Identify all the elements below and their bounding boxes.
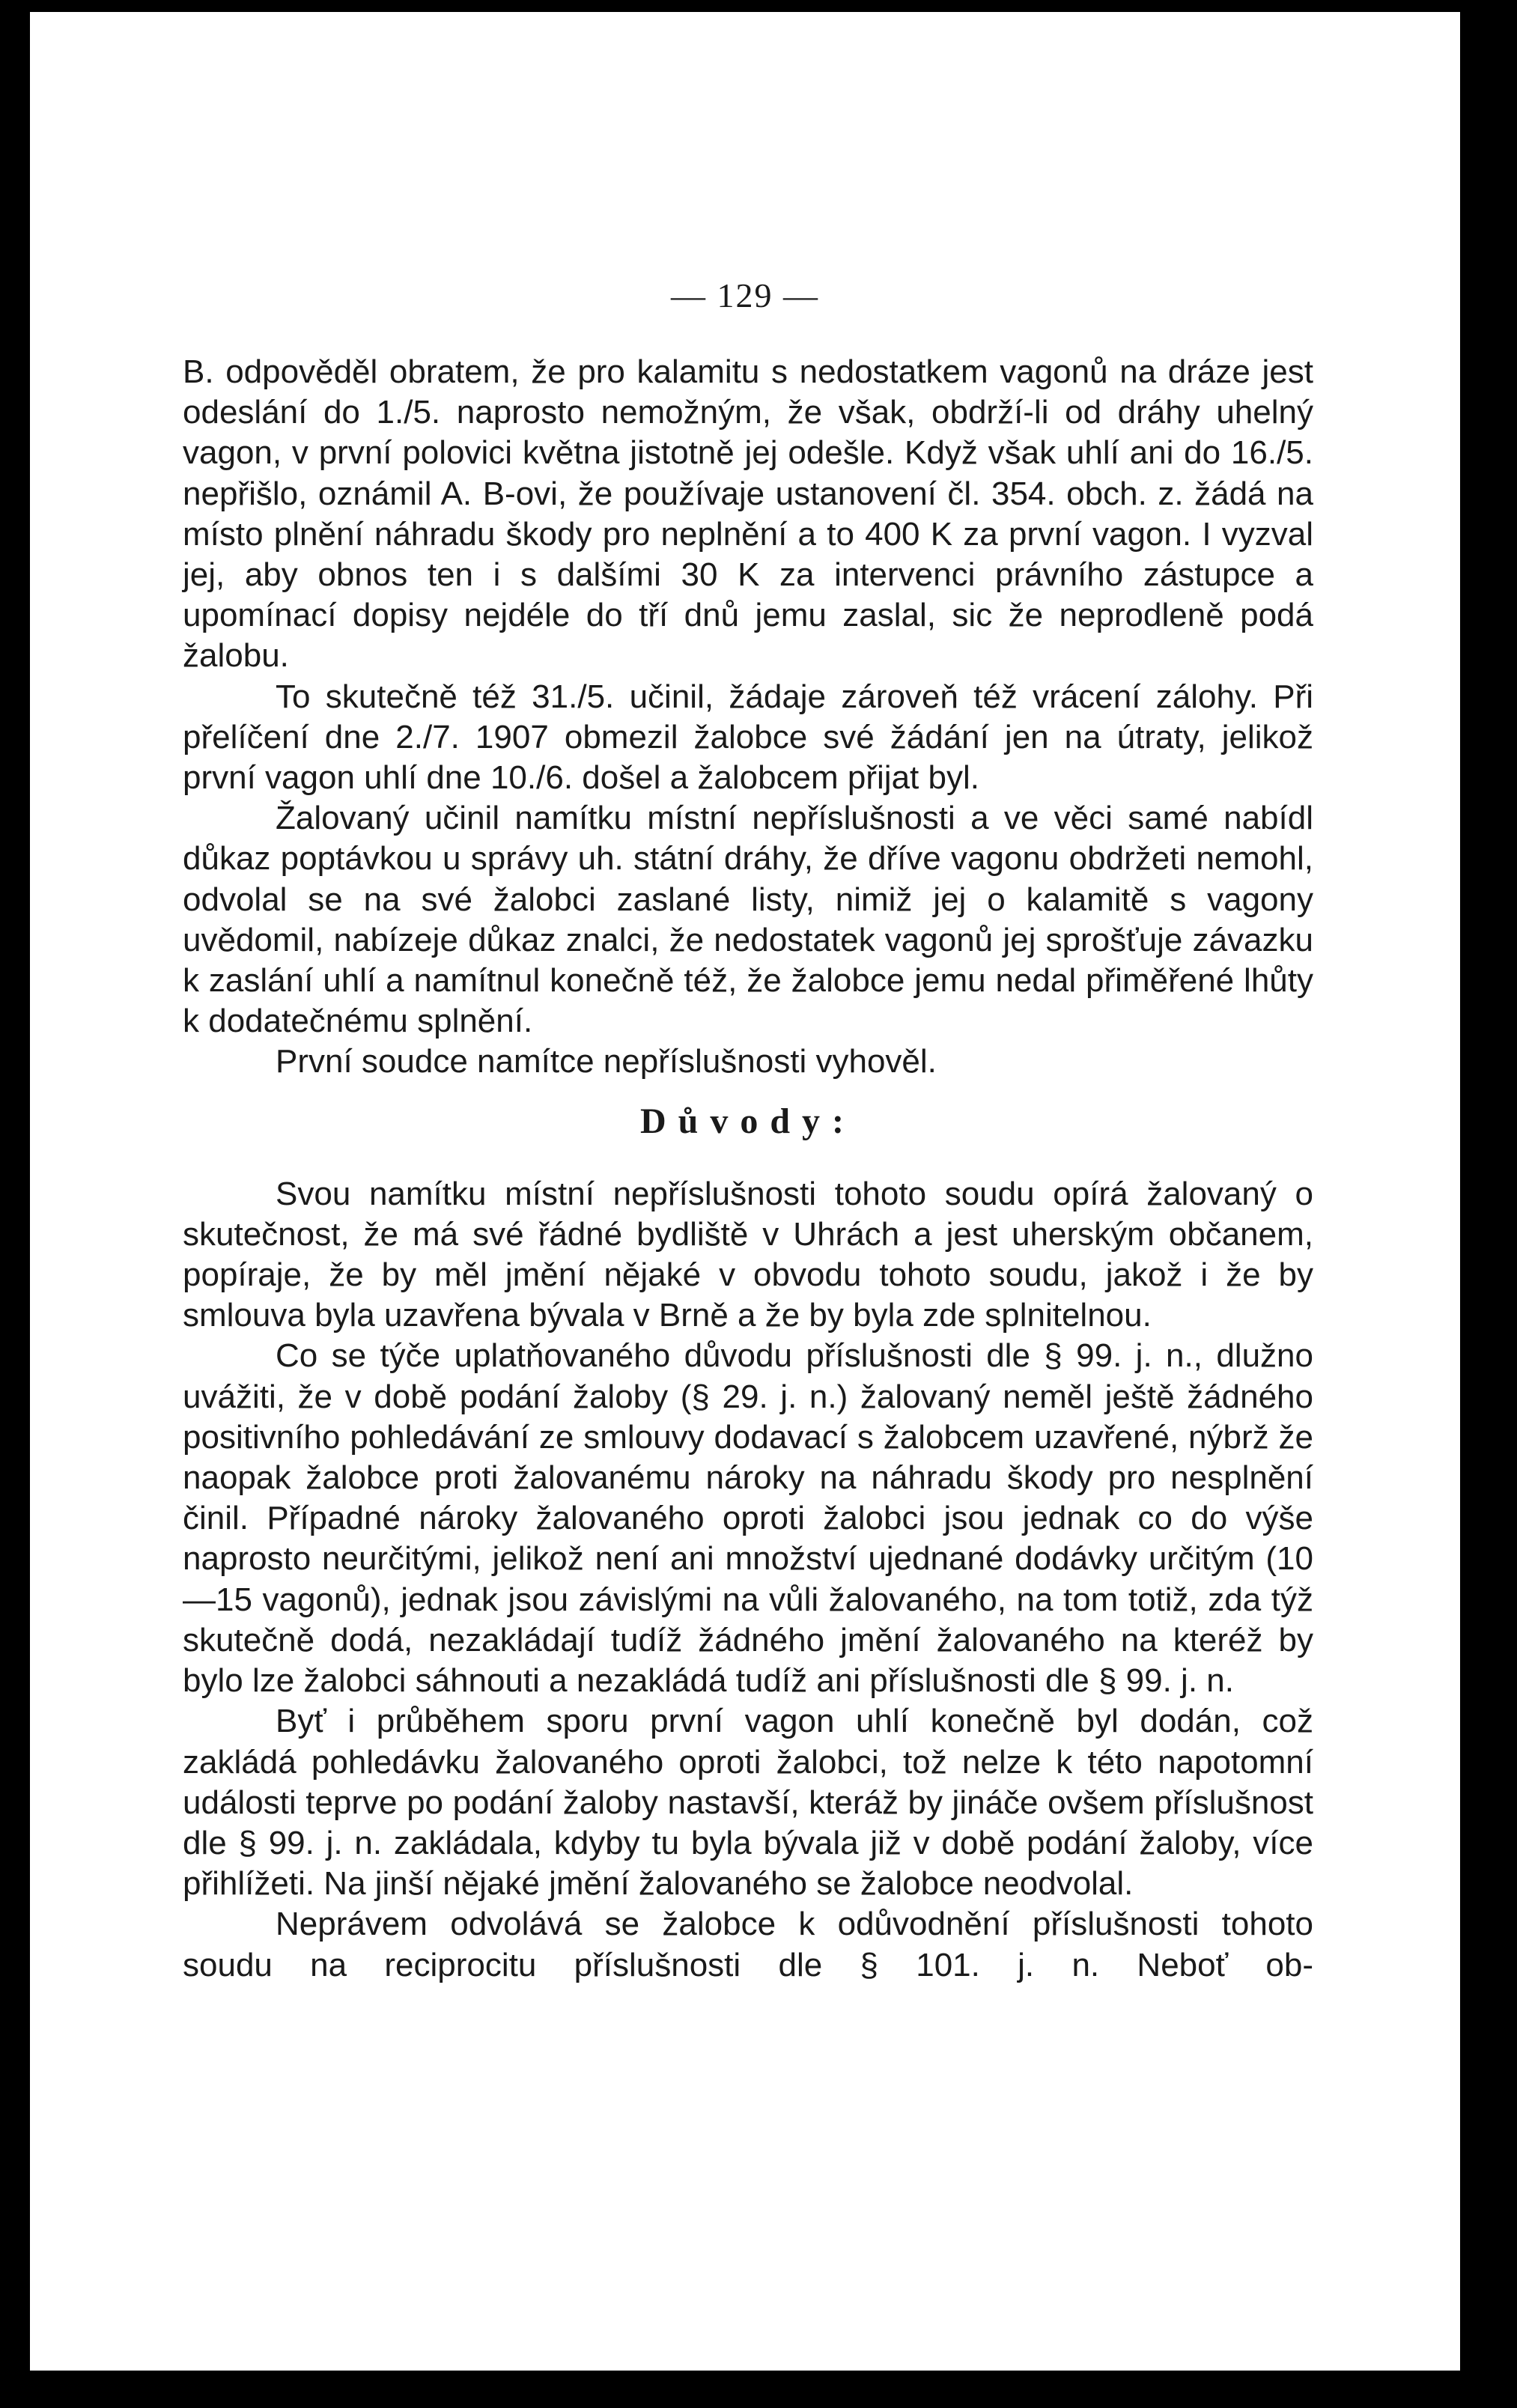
- paragraph: Co se týče uplatňovaného důvodu příslušnosti dle § 99. j. n., dlužno uvážiti, že v době podání žaloby (§ 29. j. n.) žalovaný neměl ještě žádného positivního pohledávání ze smlouvy dodavací s žalobcem uzavřené, nýbrž že naopak žalobce proti žalovanému nároky na náhradu škody pro nesplnění činil. Případné nároky žalovaného oproti žalobci jsou jednak co do výše naprosto neurčitými, jelikož není ani množství ujednané dodávky určitým (10—15 vagonů), jednak jsou závislými na vůli žalovaného, na tom totiž, zda týž skutečně dodá, nezakládají tudíž žádného jmění žalovaného na kteréž by bylo lze žalobci sáhnouti a nezakládá tudíž ani příslušnosti dle § 99. j. n.: [183, 1337, 1313, 1700]
- paragraph: Žalovaný učinil namítku místní nepříslušnosti a ve věci samé nabídl důkaz poptávkou u správy uh. státní dráhy, že dříve vagonu obdržeti nemohl, odvolal se na své žalobci zaslané listy, nimiž jej o kalamitě s vagony uvědomil, nabízeje důkaz znalci, že nedostatek vagonů jej sprošťuje závazku k zaslání uhlí a namítnul konečně též, že žalobce jemu nedal přiměřené lhůty k dodatečnému splnění.: [183, 800, 1313, 1040]
- scanned-page: [30, 12, 1460, 2371]
- paragraph: První soudce namítce nepříslušnosti vyhověl.: [276, 1043, 937, 1080]
- paragraph: Byť i průběhem sporu první vagon uhlí konečně byl dodán, což zakládá pohledávku žalovaného oproti žalobci, tož nelze k této napotomní události teprve po podání žaloby nastavší, kteráž by jináče ovšem příslušnost dle § 99. j. n. zakládala, kdyby tu byla bývala již v době podání žaloby, více přihlížeti. Na jinší nějaké jmění žalovaného se žalobce neodvolal.: [183, 1703, 1313, 1903]
- page-number: — 129 —: [671, 276, 819, 314]
- body-text: [183, 352, 1313, 1986]
- paragraph: B. odpověděl obratem, že pro kalamitu s nedostatkem vagonů na dráze jest odeslání do 1./5. naprosto nemožným, že však, obdrží-li od dráhy uhelný vagon, v první polovici května jistotně jej odešle. Když však uhlí ani do 16./5. nepřišlo, oznámil A. B-ovi, že používaje ustanovení čl. 354. obch. z. žádá na místo plnění náhradu škody pro neplnění a to 400 K za první vagon. I vyzval jej, aby obnos ten i s dalšími 30 K za intervenci právního zástupce a upomínací dopisy nejdéle do tří dnů jemu zaslal, sic že neprodleně podá žalobu.: [183, 353, 1313, 675]
- paragraph: To skutečně též 31./5. učinil, žádaje zároveň též vrácení zálohy. Při přelíčení dne 2./7. 1907 obmezil žalobce své žádání jen na útraty, jelikož první vagon uhlí dne 10./6. došel a žalobcem přijat byl.: [183, 678, 1313, 797]
- section-heading: Důvody:: [639, 1101, 857, 1141]
- paragraph: Neprávem odvolává se žalobce k odůvodnění příslušnosti tohoto soudu na reciprocitu příslušnosti dle § 101. j. n. Neboť ob-: [183, 1906, 1313, 1983]
- paragraph: Svou namítku místní nepříslušnosti tohoto soudu opírá žalovaný o skutečnost, že má své řádné bydliště v Uhrách a jest uherským občanem, popíraje, že by měl jmění nějaké v obvodu tohoto soudu, jakož i že by smlouva byla uzavřena bývala v Brně a že by byla zde splnitelnou.: [183, 1175, 1313, 1334]
